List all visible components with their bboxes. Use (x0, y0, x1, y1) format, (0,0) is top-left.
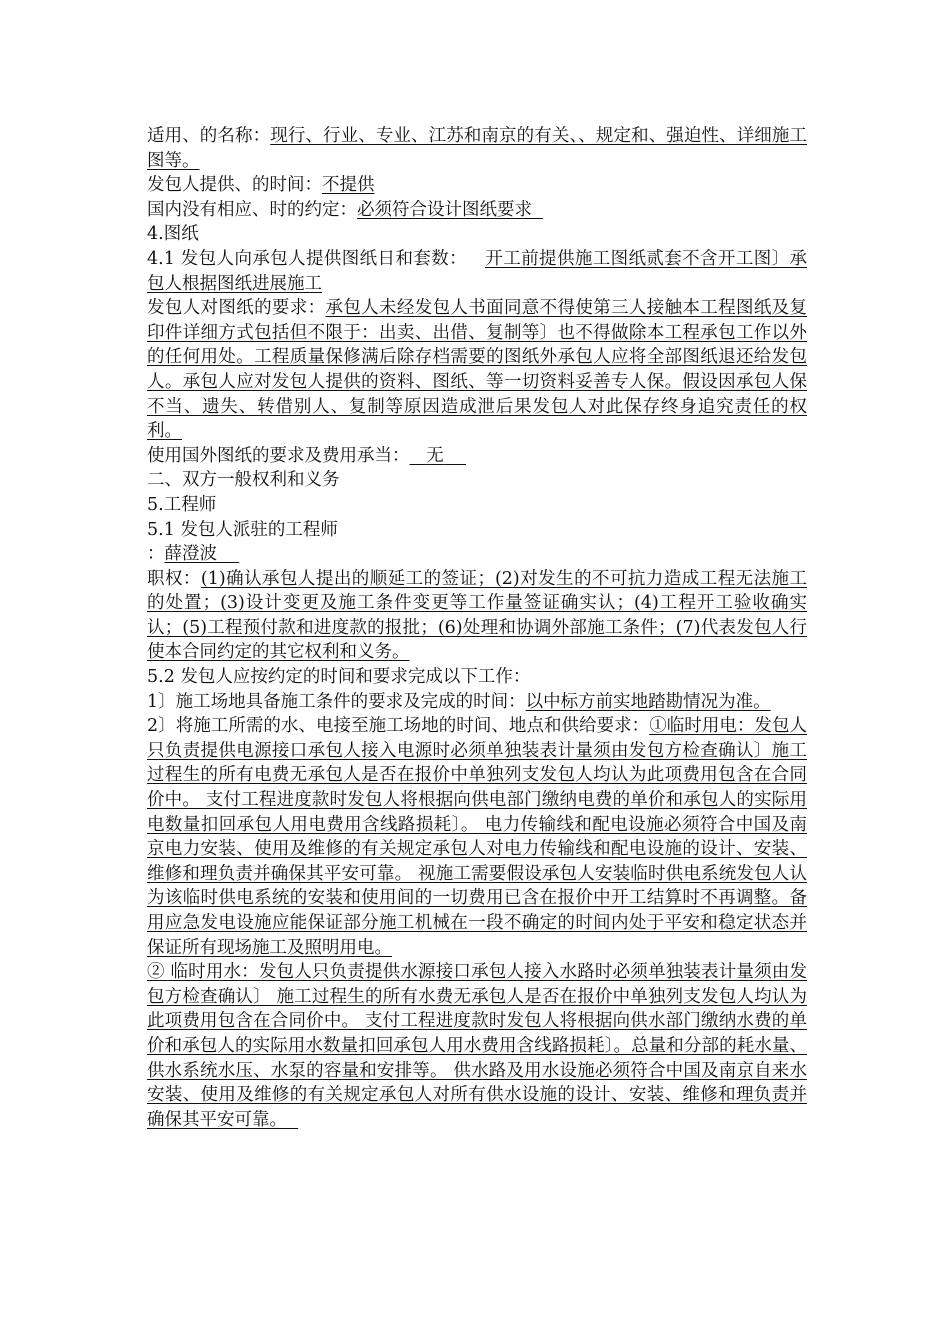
underlined-value: 不提供 (322, 175, 375, 196)
underlined-value: 承包人未经发包人书面同意不得使第三人接触本工程图纸及复印件详细方式包括但不限于：出卖、出借、复制等〕也不得做除本工程承包工作以外的任何用处。工程质量保修满后除存档需要的图纸外承包人应将全部图纸退还给发包人。承包人应对发包人提供的资料、图纸、等一切资料妥善专人保。假设因承包人保不当、遗失、转借别人、复制等原因造成泄后果发包人对此保存终身追究责任的权利。 (147, 298, 808, 442)
paragraph-provision-time (147, 173, 807, 198)
label: 发包人提供、的时间： (147, 175, 322, 196)
paragraph-engineer-authority (147, 567, 807, 665)
label: 发包人对图纸的要求： (147, 298, 326, 319)
prefix: ： (147, 544, 165, 565)
underlined-value: 开工前提供施工图纸贰套不含开工图〕承包人根据图纸进展施工 (147, 248, 807, 294)
underlined-value: ② 临时用水：发包人只负责提供水源接口承包人接入水路时必须单独装表计量须由发包方检查确认〕 施工过程生的所有水费无承包人是否在报价中单独列支发包人均认为此项费用包含在合同价中。 支付工程进度款时发包人将根据向供水部门缴纳水费的单价和承包人的实际用水数量扣回承包人用水费用含线路损耗〕。总量和分部的耗水量、供水系统水压、水泵的容量和安排等。 供水路及用水设施必须符合中国及南京自来水安装、使用及维修的有关规定承包人对所有供水设施的设计、安装、维修和理负责并确保其平安可靠。 (147, 962, 807, 1130)
paragraph-5-1-engineer: 5.1 发包人派驻的工程师 (147, 519, 338, 540)
underlined-value: 必须符合设计图纸要求 (357, 199, 532, 220)
label: 4.1 发包人向承包人提供图纸日和套数： (147, 248, 467, 269)
section-heading-engineer: 5.工程师 (147, 494, 217, 515)
paragraph-drawing-requirements (147, 296, 807, 444)
document-page (147, 124, 807, 1132)
label: 职权： (147, 568, 201, 589)
paragraph-foreign-drawings (147, 444, 807, 469)
paragraph-applicable-standards (147, 124, 807, 173)
paragraph-5-2-employer-duties: 5.2 发包人应按约定的时间和要求完成以下工作： (147, 667, 531, 688)
paragraph-engineer-name (147, 542, 807, 567)
paragraph-temporary-water (147, 960, 807, 1132)
label: 1〕施工场地具备施工条件的要求及完成的时间： (147, 691, 526, 712)
paragraph-water-electricity (147, 714, 807, 960)
paragraph-domestic-agreement (147, 198, 807, 223)
underlined-value: (1)确认承包人提出的顺延工的签证；(2)对发生的不可抗力造成工程无法施工的处置；(3)设计变更及施工条件变更等工作量签证确实认；(4)工程开工验收确实认；(5)工程预付款和进度款的报批；(6)处理和协调外部施工条件；(7)代表发包人行使本合同约定的其它权利和义务。 (147, 568, 808, 663)
underlined-value: 以中标方前实地踏勘情况为准。 (525, 691, 771, 712)
underlined-value: 薛澄波 (164, 544, 217, 565)
section-heading-drawings: 4.图纸 (147, 224, 199, 245)
underlined-value: 现行、行业、专业、江苏和南京的有关、、规定和、强迫性、详细施工图等。 (147, 126, 808, 171)
paragraph-4-1-drawings-supply (147, 247, 807, 296)
label: 国内没有相应、时的约定： (147, 199, 357, 220)
underlined-value: ①临时用电：发包人只负责提供电源接口承包人接入电源时必须单独装表计量须由发包方检查确认〕施工过程生的所有电费无承包人是否在报价中单独列支发包人均认为此项费用包含在合同价中。 支付工程进度款时发包人将根据向供电部门缴纳电费的单价和承包人的实际用电数量扣回承包人用电费用含线路损耗〕。 电力传输线和配电设施必须符合中国及南京电力安装、使用及维修的有关规定承包人对电力传输线和配电设施的设计、安装、维修和理负责并确保其平安可靠。 视施工需要假设承包人安装临时供电系统发包人认为该临时供电系统的安装和使用间的一切费用已含在报价中开工结算时不再调整。备用应急发电设施应能保证部分施工机械在一段不确定的时间内处于平安和稳定状态并保证所有现场施工及照明用电。 (147, 716, 807, 958)
label: 2〕将施工所需的水、电接至施工场地的时间、地点和供给要求： (147, 716, 650, 737)
chapter-heading-rights-obligations: 二、双方一般权利和义务 (147, 470, 340, 491)
underlined-value: 无 (426, 445, 444, 466)
paragraph-site-conditions (147, 690, 807, 715)
label: 适用、的名称： (147, 126, 271, 146)
label: 使用国外图纸的要求及费用承当： (147, 445, 410, 466)
